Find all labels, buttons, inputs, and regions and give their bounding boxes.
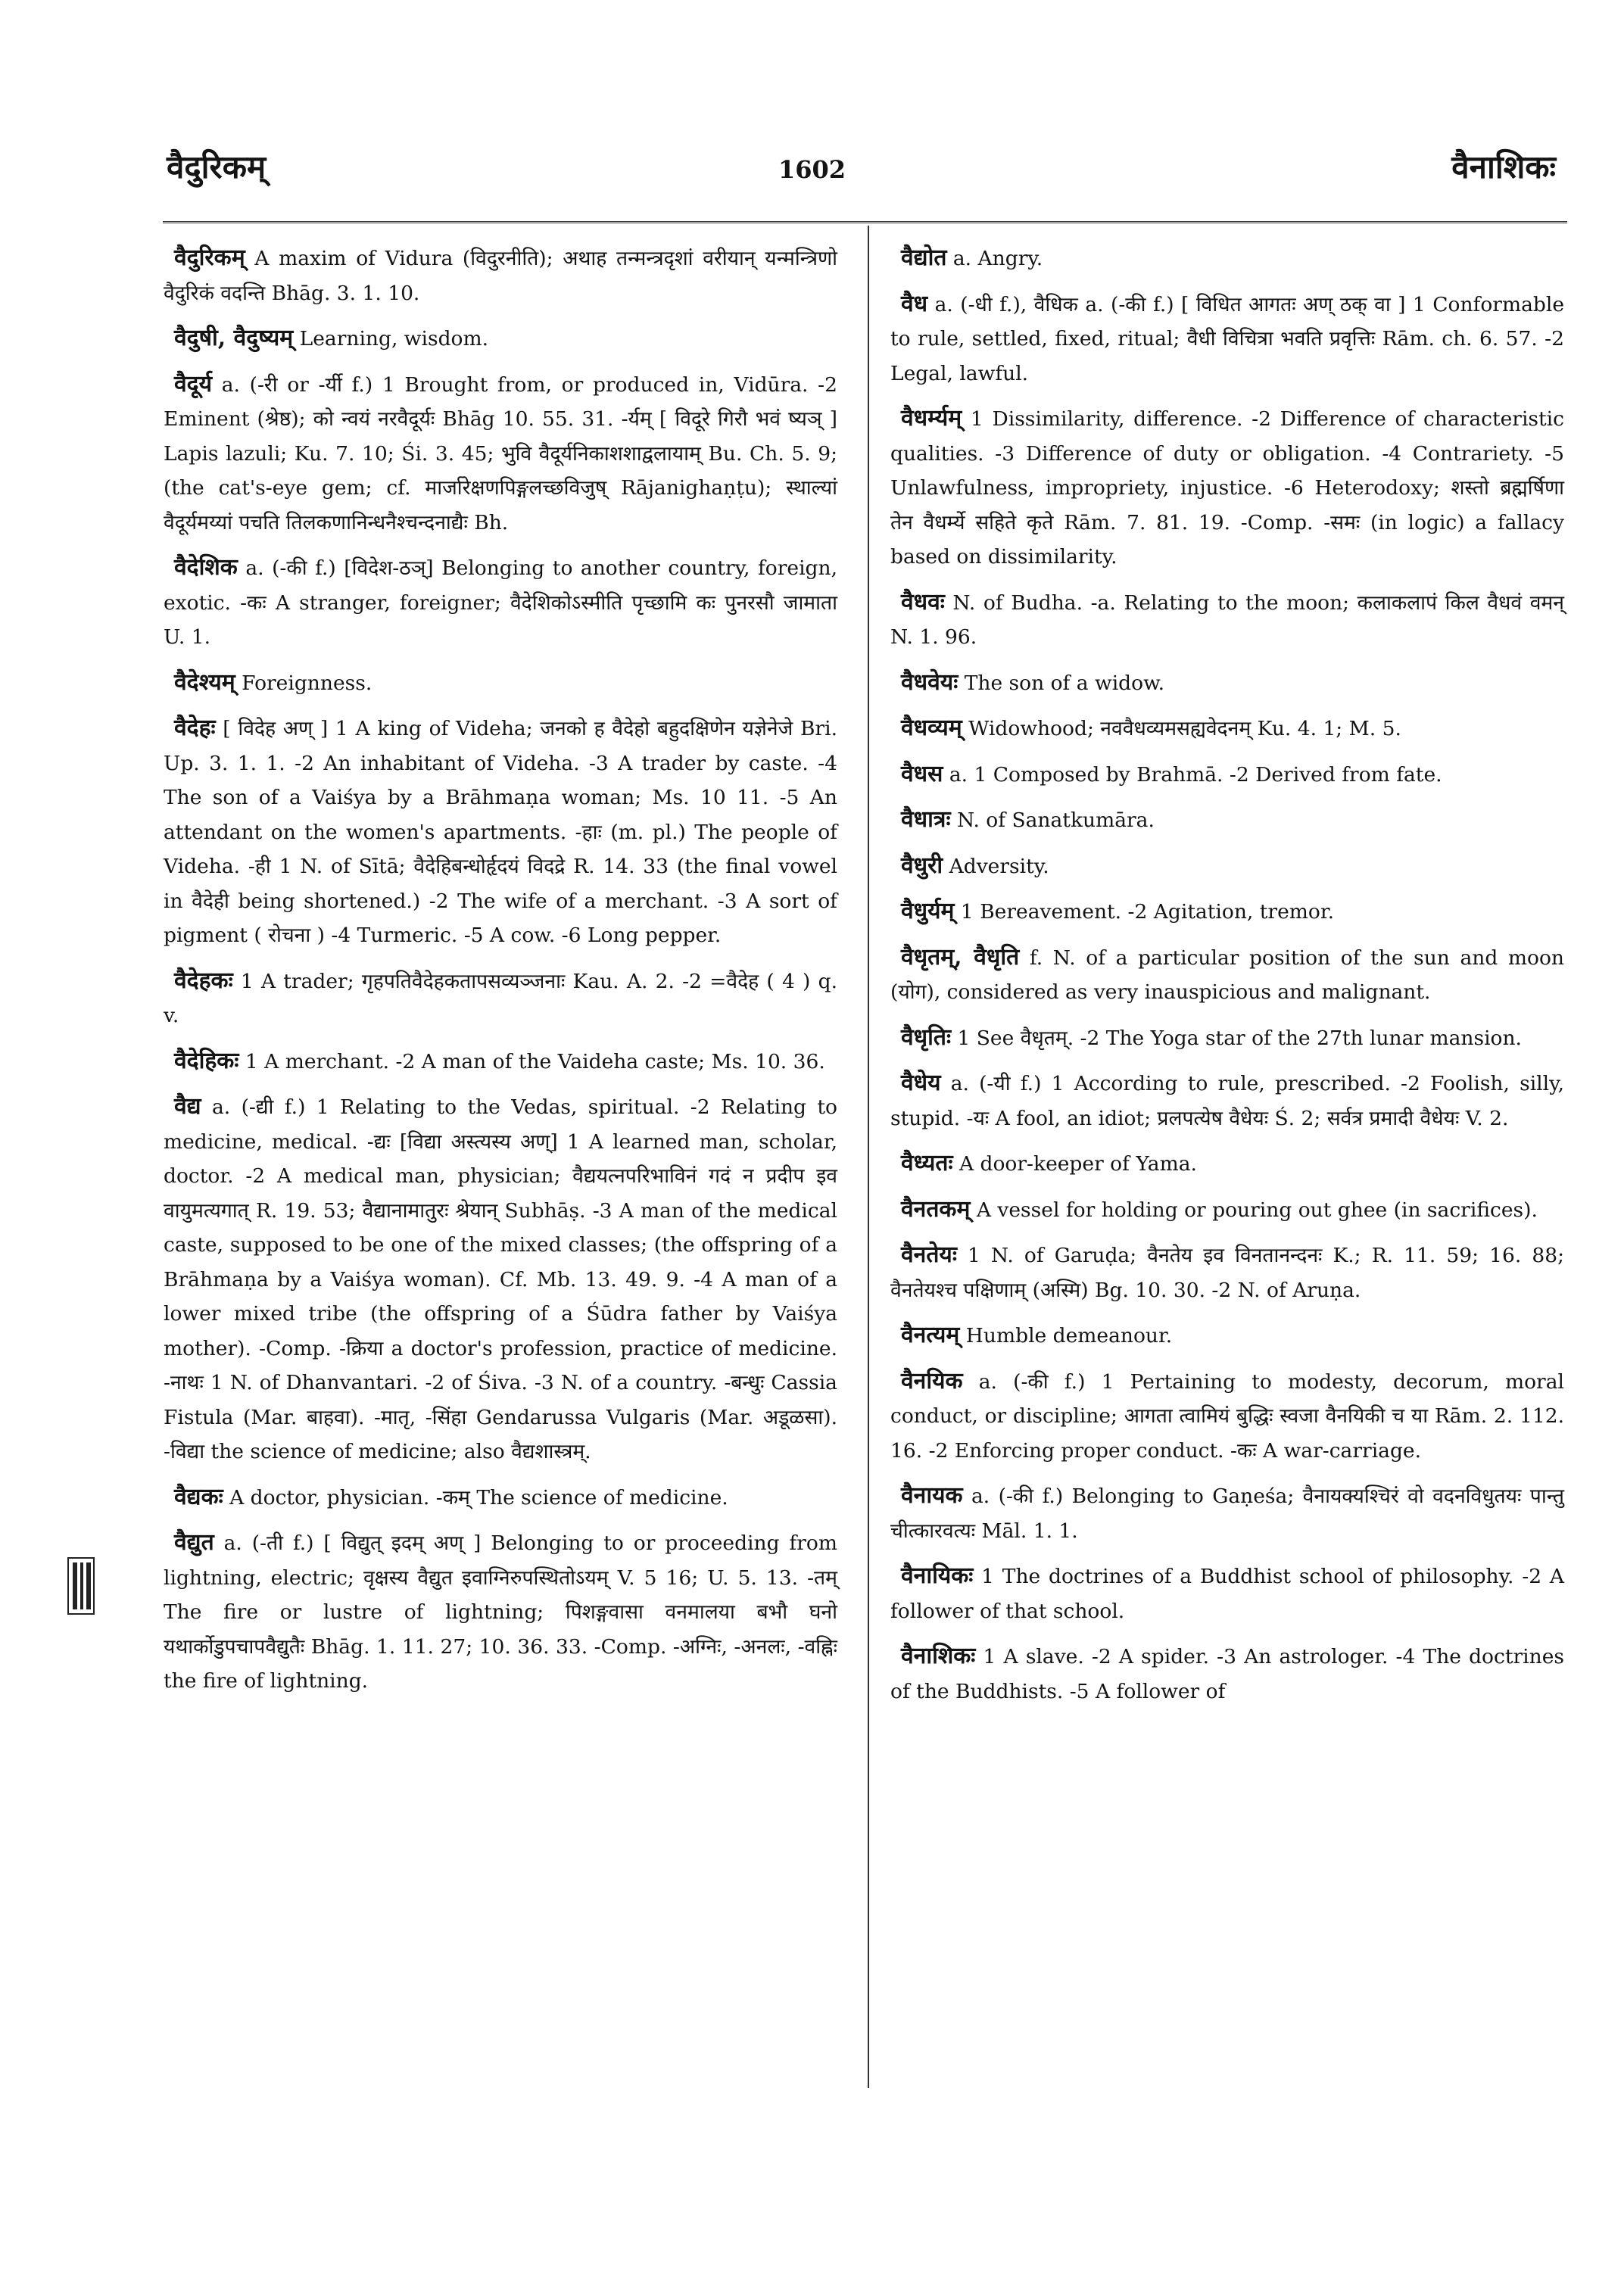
dictionary-entry (890, 1478, 1564, 1548)
entry-definition: A maxim of Vidura (विदुरनीति); अथाह तन्मन्त्रदृशां वरीयान् यन्मन्त्रिणो वैदुरिकं वदन्ति Bhāg. 3. 1. 10. (164, 247, 837, 305)
entry-definition: a. (-की f.) 1 Pertaining to modesty, decorum, moral conduct, or discipline; आगता त्वामियं बुद्धिः स्वजा वैनयिकी च या Rām. 2. 112. 16. -2 Enforcing proper conduct. -कः A war-carriage. (890, 1369, 1564, 1463)
dictionary-entry (890, 757, 1564, 793)
dictionary-entry (164, 550, 837, 655)
entry-headword: वैनतकम् (901, 1195, 971, 1223)
entry-headword: वैधुर्यम् (901, 898, 955, 924)
dictionary-entry (890, 1318, 1564, 1354)
entry-headword: वैद्युत (174, 1529, 214, 1556)
entry-definition: A doctor, physician. -कम् The science of medicine. (223, 1485, 728, 1509)
dictionary-entry (890, 802, 1564, 838)
entry-headword: वैध्यतः (901, 1150, 953, 1176)
entry-definition: a. (-की f.) Belonging to Gaṇeśa; वैनायक्यश्चिरं वो वदनविधुतयः पान्तु चीत्कारवत्यः Māl. 1. 1. (890, 1485, 1564, 1543)
entry-definition: 1 See वैधृतम्. -2 The Yoga star of the 27th lunar mansion. (951, 1026, 1522, 1050)
entry-headword: वैदुरिकम् (174, 245, 245, 271)
entry-headword: वैधव्यम् (901, 715, 962, 741)
entry-definition: 1 The doctrines of a Buddhist school of philosophy. -2 A follower of that school. (890, 1565, 1564, 1623)
entry-definition: Widowhood; नववैधव्यमसह्यवेदनम् Ku. 4. 1; M. 5. (962, 717, 1401, 740)
dictionary-entry (890, 1146, 1564, 1182)
entry-definition: 1 A merchant. -2 A man of the Vaideha caste; Ms. 10. 36. (238, 1049, 825, 1073)
right-column (890, 241, 1564, 1719)
entry-definition: a. Angry. (946, 247, 1043, 270)
dictionary-entry (890, 940, 1564, 1010)
entry-definition: The son of a widow. (958, 671, 1165, 695)
entry-headword: वैधुरी (901, 852, 943, 879)
dictionary-entry (164, 964, 837, 1033)
entry-headword: वैनायक (901, 1482, 963, 1509)
entry-definition: Adversity. (943, 854, 1049, 878)
entry-definition: a. (-यी f.) 1 According to rule, prescribed. -2 Foolish, silly, stupid. -यः A fool, an idiot; प्रलपत्येष वैधेयः Ś. 2; सर्वत्र प्रमादी वैधेयः V. 2. (890, 1072, 1564, 1130)
entry-headword: वैदुषी, वैदुष्यम् (174, 325, 294, 351)
dictionary-entry (164, 1525, 837, 1699)
dictionary-entry (890, 1238, 1564, 1307)
entry-definition: A door-keeper of Yama. (952, 1152, 1197, 1176)
dictionary-entry (890, 241, 1564, 276)
entry-definition: a. (-ती f.) [ विद्युत् इदम् अण् ] Belonging to or proceeding from lightning, electric; वृक्षस्य वैद्युत इवाग्निरुपस्थितोऽयम् V. 5 16; U. 5. 13. -तम् The fire or lustre of lightning; पिशङ्गवासा वनमालया बभौ घनो यथार्कोडुपचापवैद्युतैः Bhāg. 1. 11. 27; 10. 36. 33. -Comp. -अग्निः, -अनलः, -वह्निः the fire of lightning. (164, 1531, 837, 1693)
dictionary-entry (890, 1020, 1564, 1056)
entry-definition: f. N. of a particular position of the sun and moon (योग), considered as very inauspicious and malignant. (890, 946, 1564, 1004)
entry-definition: 1 Bereavement. -2 Agitation, tremor. (954, 900, 1335, 924)
entry-headword: वैधात्रः (901, 806, 951, 833)
dictionary-entry (164, 321, 837, 357)
entry-definition: 1 N. of Garuḍa; वैनतेय इव विनतानन्दनः K.; R. 11. 59; 16. 88; वैनतेयश्च पक्षिणाम् (अस्मि) Bg. 10. 30. -2 N. of Aruṇa. (890, 1244, 1564, 1302)
entry-definition: a. 1 Composed by Brahmā. -2 Derived from fate. (943, 762, 1442, 787)
entry-headword: वैध (901, 290, 928, 317)
entry-definition: a. (-द्यी f.) 1 Relating to the Vedas, spiritual. -2 Relating to medicine, medical. -द्यः [विद्या अस्त्यस्य अण्] 1 A learned man, scholar, doctor. -2 A medical man, physician; वैद्ययत्नपरिभाविनं गदं न प्रदीप इव वायुमत्यगात् R. 19. 53; वैद्यानामातुरः श्रेयान् Subhāṣ. -3 A man of the medical caste, supposed to be one of the mixed classes; (the offspring of a Brāhmaṇa by a Vaiśya woman). Cf. Mb. 13. 49. 9. -4 A man of a lower mixed tribe (the offspring of a Śūdra father by Vaiśya mother). -Comp. -क्रिया a doctor's profession, practice of medicine. -नाथः 1 N. of Dhanvantari. -2 of Śiva. -3 N. of a country. -बन्धुः Cassia Fistula (Mar. बाहवा). -मातृ, -सिंहा Gendarussa Vulgaris (Mar. अडूळसा). -विद्या the science of medicine; also वैद्यशास्त्रम्. (164, 1095, 837, 1463)
dictionary-entry (890, 585, 1564, 655)
entry-definition: 1 A slave. -2 A spider. -3 An astrologer. -4 The doctrines of the Buddhists. -5 A follower of (890, 1645, 1564, 1703)
entry-definition: a. (-की f.) [विदेश-ठञ्] Belonging to another country, foreign, exotic. -कः A stranger, foreigner; वैदेशिकोऽस्मीति पृच्छामि कः पुनरसौ जामाता U. 1. (164, 556, 837, 649)
header-rule (163, 221, 1567, 223)
entry-headword: वैधवेयः (901, 668, 959, 696)
entry-headword: वैधृतिः (901, 1023, 952, 1051)
entry-definition: [ विदेह अण् ] 1 A king of Videha; जनको ह वैदेहो बहुदक्षिणेन यज्ञेनेजे Bri. Up. 3. 1. 1. -2 An inhabitant of Videha. -3 A trader by caste. -4 The son of a Vaiśya by a Brāhmaṇa woman; Ms. 10 11. -5 An attendant on the women's apartments. -हाः (m. pl.) The people of Videha. -ही 1 N. of Sītā; वैदेहिबन्धोर्हृदयं विदद्रे R. 14. 33 (the final vowel in वैदेही being shortened.) -2 The wife of a merchant. -3 A sort of pigment ( रोचना ) -4 Turmeric. -5 A cow. -6 Long pepper. (164, 717, 837, 947)
left-column (164, 241, 837, 1709)
dictionary-entry (890, 849, 1564, 884)
dictionary-entry (890, 1192, 1564, 1228)
entry-definition: Foreignness. (235, 671, 372, 695)
entry-headword: वैदेशिक (174, 554, 238, 581)
dictionary-entry (890, 711, 1564, 746)
dictionary-entry (890, 665, 1564, 701)
entry-definition: N. of Budha. -a. Relating to the moon; कलाकलापं किल वैधवं वमन् N. 1. 96. (890, 590, 1564, 649)
entry-headword: वैदेश्यम् (174, 668, 235, 696)
dictionary-entry (164, 665, 837, 701)
entry-definition: Humble demeanour. (959, 1324, 1173, 1347)
dictionary-entry (890, 894, 1564, 930)
entry-definition: a. (-री or -र्यी f.) 1 Brought from, or produced in, Vidūra. -2 Eminent (श्रेष्ठ); को न्वयं नरवैदूर्यः Bhāg 10. 55. 31. -र्यम् [ विदूरे गिरौ भवं ष्यञ् ] Lapis lazuli; Ku. 7. 10; Śi. 3. 45; भुवि वैदूर्यनिकाशशाद्वलायाम् Bu. Ch. 5. 9; (the cat's-eye gem; cf. मार्जारेक्षणपिङ्गलच्छविजुष् Rājanighaṇṭu); स्थाल्यां वैदूर्यमय्यां पचति तिलकणानिन्धनैश्चन्दनाद्यैः Bh. (164, 372, 837, 534)
dictionary-entry (164, 367, 837, 541)
entry-headword: वैद्योत (901, 245, 947, 271)
running-head-left: वैदुरिकम् (167, 148, 267, 185)
entry-headword: वैदूर्य (174, 370, 213, 397)
entry-headword: वैदेहिकः (174, 1047, 239, 1074)
column-divider (868, 226, 869, 2088)
entry-headword: वैद्य (174, 1093, 201, 1120)
entry-headword: वैनायिकः (901, 1562, 974, 1589)
entry-headword: वैधस (901, 760, 943, 787)
dictionary-entry (164, 711, 837, 953)
thumb-index-icon (67, 1555, 95, 1617)
entry-definition: A vessel for holding or pouring out ghee (in sacrifices). (970, 1198, 1538, 1222)
dictionary-entry (890, 1559, 1564, 1628)
entry-headword: वैधृतम्, वैधृति (901, 943, 1020, 970)
entry-definition: a. (-धी f.), वैधिक a. (-की f.) [ विधित आगतः अण् ठक् वा ] 1 Conformable to rule, settled, fixed, ritual; वैधी विचित्रा भवति प्रवृत्तिः Rām. ch. 6. 57. -2 Legal, lawful. (890, 292, 1564, 385)
entry-headword: वैनत्यम् (901, 1322, 960, 1348)
dictionary-entry (164, 1044, 837, 1080)
running-head-right: वैनाशिकः (1451, 148, 1556, 185)
entry-headword: वैनतेयः (901, 1242, 957, 1268)
dictionary-entry (890, 401, 1564, 575)
entry-definition: Learning, wisdom. (293, 327, 489, 350)
entry-headword: वैदेहः (174, 715, 216, 741)
entry-definition: 1 Dissimilarity, difference. -2 Difference of characteristic qualities. -3 Difference of duty or obligation. -4 Contrariety. -5 Unlawfulness, impropriety, injustice. -6 Heterodoxy; शस्तो ब्रह्मर्षिणा तेन वैधर्म्ये सहिते कृते Rām. 7. 81. 19. -Comp. -समः (in logic) a fallacy based on dissimilarity. (890, 407, 1564, 569)
entry-headword: वैनयिक (901, 1367, 963, 1394)
dictionary-entry (890, 1066, 1564, 1136)
entry-headword: वैधवः (901, 588, 945, 615)
dictionary-entry (164, 1089, 837, 1469)
entry-definition: N. of Sanatkumāra. (950, 808, 1155, 832)
dictionary-entry (164, 1480, 837, 1516)
dictionary-entry (164, 241, 837, 310)
page-number: 1602 (778, 155, 846, 184)
entry-headword: वैद्यकः (174, 1483, 223, 1510)
dictionary-entry (890, 1364, 1564, 1469)
dictionary-entry (890, 1639, 1564, 1709)
entry-headword: वैनाशिकः (901, 1643, 976, 1669)
entry-headword: वैदेहकः (174, 967, 233, 994)
dictionary-entry (890, 287, 1564, 391)
entry-headword: वैधर्म्यम् (901, 405, 962, 431)
entry-headword: वैधेय (901, 1070, 941, 1096)
entry-definition: 1 A trader; गृहपतिवैदेहकतापसव्यञ्जनाः Kau. A. 2. -2 =वैदेह ( 4 ) q. v. (164, 969, 837, 1027)
